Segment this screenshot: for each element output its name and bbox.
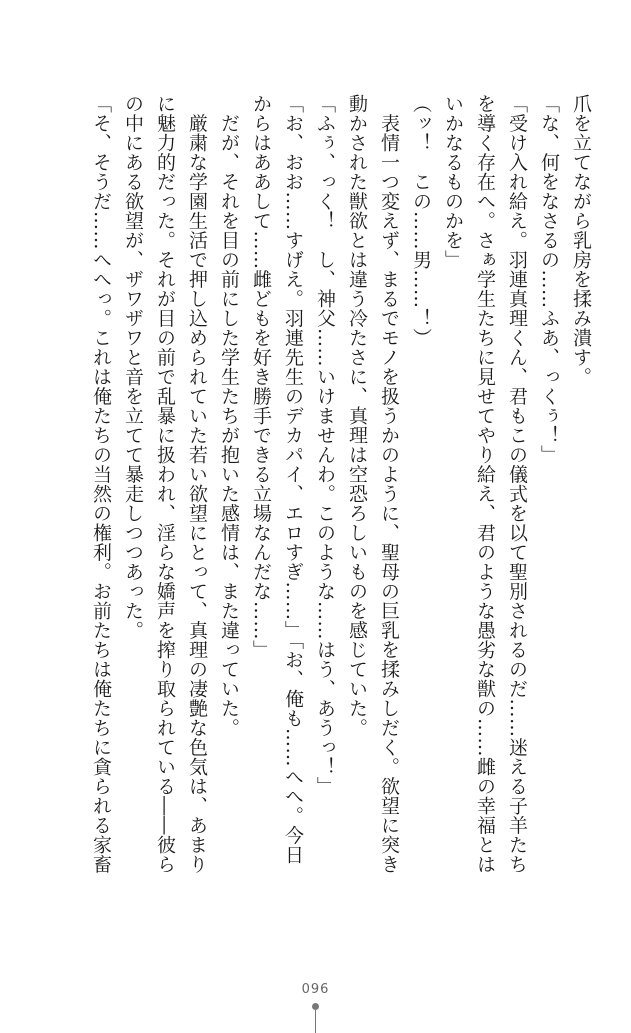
body-text <box>57 94 597 934</box>
text-line-11: からはああして……雌どもを好き勝手できる立場なんだな……」 <box>250 94 272 660</box>
footer-dot-ornament <box>312 1003 319 1010</box>
footer-line-ornament <box>315 1010 316 1033</box>
text-line-3: 「受け入れ給え。羽連真理くん、君もこの儀式を以て聖別されるのだ……迷える子羊たち <box>506 94 528 874</box>
text-line-8: 動かされた獣欲とは違う冷たさに、真理は空恐ろしいものを感じていた。 <box>346 94 368 738</box>
text-line-7: 表情一つ変えず、まるでモノを扱うかのように、聖母の巨乳を揉みしだく。欲望に突き <box>378 94 400 874</box>
text-line-1: 爪を立てながら乳房を揉み潰す。 <box>570 94 592 387</box>
text-line-10: 「お、おお……すげえ。羽連先生のデカパイ、エロすぎ……」「お、俺も……へへ。今日 <box>282 94 304 865</box>
text-line-6: （ッ！ この……男……！） <box>410 94 432 348</box>
text-line-5: いかなるものかを」 <box>442 94 464 270</box>
text-line-12: だが、それを目の前にした学生たちが抱いた感情は、また違っていた。 <box>218 94 240 738</box>
text-line-9: 「ふぅ、っく！ し、神父……いけませんわ。このような……はう、あうっ！」 <box>314 94 336 796</box>
text-line-13: 厳粛な学園生活で押し込められていた若い欲望にとって、真理の凄艶な色気は、あまり <box>186 94 208 874</box>
text-line-14: に魅力的だった。それが目の前で乱暴に扱われ、淫らな嬌声を搾り取られている――彼ら <box>154 94 176 874</box>
text-line-15: の中にある欲望が、ザワザワと音を立てて暴走しつつあった。 <box>122 94 144 640</box>
text-line-16: 「そ、そうだ……へへっ。これは俺たちの当然の権利。お前たちは俺たちに貪られる家畜 <box>90 94 112 874</box>
text-line-4: を導く存在へ。さぁ学生たちに見せてやり給え、君のような愚劣な獣の……雌の幸福とは <box>474 94 496 874</box>
page-number: 096 <box>301 982 330 997</box>
text-line-2: 「な、何をなさるの……ふあ、っくぅ！」 <box>538 94 560 465</box>
